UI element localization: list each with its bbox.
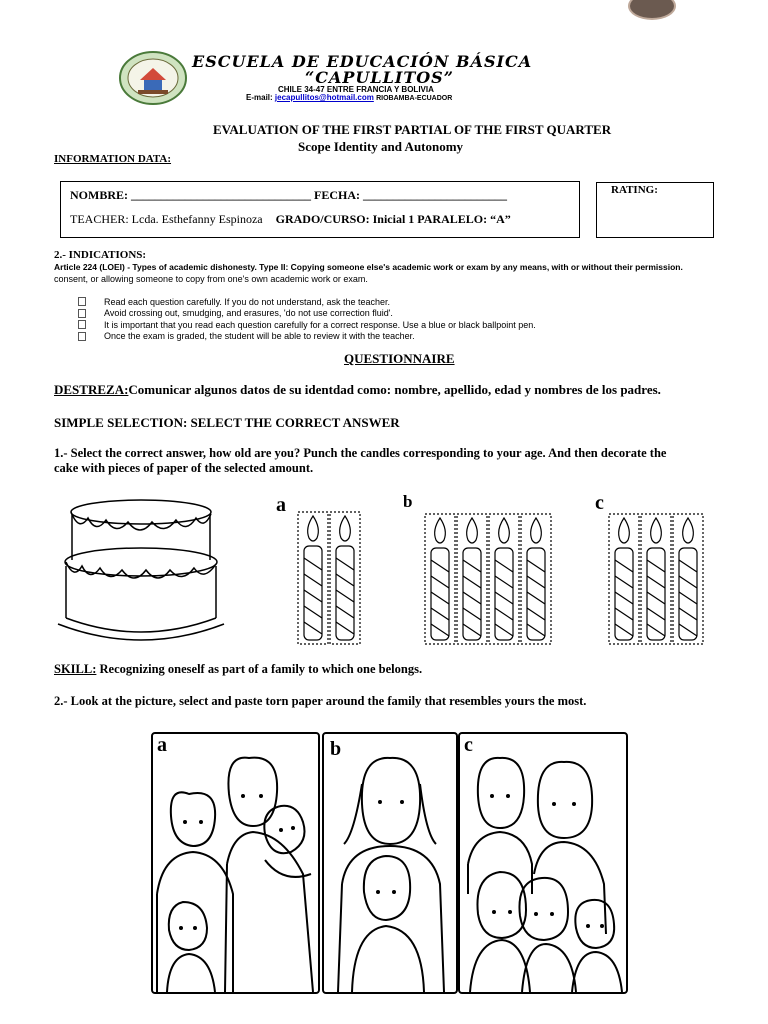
indications-article-cont: consent, or allowing someone to copy from one's own academic work or exam.	[54, 274, 368, 284]
list-item: Once the exam is graded, the student will be able to review it with the teacher.	[78, 331, 536, 343]
family-b-label: b	[330, 738, 342, 760]
city-label: RIOBAMBA-ECUADOR	[376, 95, 453, 102]
school-address: CHILE 34-47 ENTRE FRANCIA Y BOLIVIA	[278, 85, 434, 94]
simple-selection-heading: SIMPLE SELECTION: SELECT THE CORRECT ANSWER	[54, 415, 400, 430]
school-contact	[246, 93, 452, 102]
school-logo	[118, 50, 188, 106]
list-item: Avoid crossing out, smudging, and erasures, 'do not use correction fluid'.	[78, 308, 536, 320]
skill-label: SKILL:	[54, 662, 97, 676]
family-card-c[interactable]	[458, 732, 628, 994]
email-label: E-mail:	[246, 93, 273, 102]
indications-list	[78, 296, 536, 342]
candles-option-c[interactable]	[608, 512, 704, 646]
checkbox-icon	[78, 297, 86, 306]
corner-seal	[628, 0, 676, 20]
option-c-label[interactable]: c	[595, 492, 604, 514]
rating-label: RATING:	[611, 184, 658, 196]
question-1: 1.- Select the correct answer, how old are you? Punch the candles corresponding to your age. And then decorate the cake with pieces of paper of the selected amount.	[54, 446, 667, 475]
email-link[interactable]: jecapullitos@hotmail.com	[274, 93, 374, 102]
indications-heading: 2.- INDICATIONS:	[54, 249, 147, 261]
family-c-illustration	[460, 734, 626, 992]
list-item: Read each question carefully. If you do not understand, ask the teacher.	[78, 296, 536, 308]
family-c-label: c	[464, 734, 473, 756]
grade-course: GRADO/CURSO: Inicial 1 PARALELO: “A”	[275, 212, 511, 226]
list-item: It is important that you read each question carefully for a correct response. Use a blue or black ballpoint pen.	[78, 319, 536, 331]
cake-illustration	[52, 496, 230, 646]
teacher-line	[70, 212, 511, 227]
destreza-label: DESTREZA:	[54, 382, 129, 397]
info-label: INFORMATION DATA:	[54, 153, 172, 165]
school-nickname: “CAPULLITOS”	[305, 68, 454, 87]
checkbox-icon	[78, 320, 86, 329]
family-a-illustration	[153, 734, 318, 992]
destreza-text: Comunicar algunos datos de su identdad como: nombre, apellido, edad y nombres de los padres.	[128, 382, 661, 397]
school-name: ESCUELA DE EDUCACIÓN BÁSICA	[192, 52, 533, 71]
skill-line	[54, 662, 422, 677]
family-b-illustration	[324, 734, 456, 992]
questionnaire-heading: QUESTIONNAIRE	[344, 351, 455, 366]
option-a-label[interactable]: a	[276, 494, 286, 516]
skill-text: Recognizing oneself as part of a family to which one belongs.	[96, 662, 423, 676]
family-a-label: a	[157, 734, 167, 756]
teacher-name: TEACHER: Lcda. Esthefanny Espinoza	[70, 212, 263, 226]
candles-option-a[interactable]	[296, 510, 364, 646]
family-card-b[interactable]	[322, 732, 458, 994]
option-b-label[interactable]: b	[403, 492, 413, 511]
name-date-fields[interactable]: NOMBRE: ______________________________ FECHA: ________________________	[70, 188, 507, 202]
family-card-a[interactable]	[151, 732, 320, 994]
question-2: 2.- Look at the picture, select and paste torn paper around the family that resembles yours the most.	[54, 694, 587, 708]
candles-option-b[interactable]	[424, 512, 552, 646]
checkbox-icon	[78, 309, 86, 318]
checkbox-icon	[78, 332, 86, 341]
page-subtitle: Scope Identity and Autonomy	[298, 139, 464, 154]
page-title: EVALUATION OF THE FIRST PARTIAL OF THE FIRST QUARTER	[213, 122, 612, 137]
destreza-line	[54, 382, 661, 398]
indications-article: Article 224 (LOEI) - Types of academic dishonesty. Type II: Copying someone else's academic work or exam by any means, with or without their permission.	[54, 262, 683, 272]
